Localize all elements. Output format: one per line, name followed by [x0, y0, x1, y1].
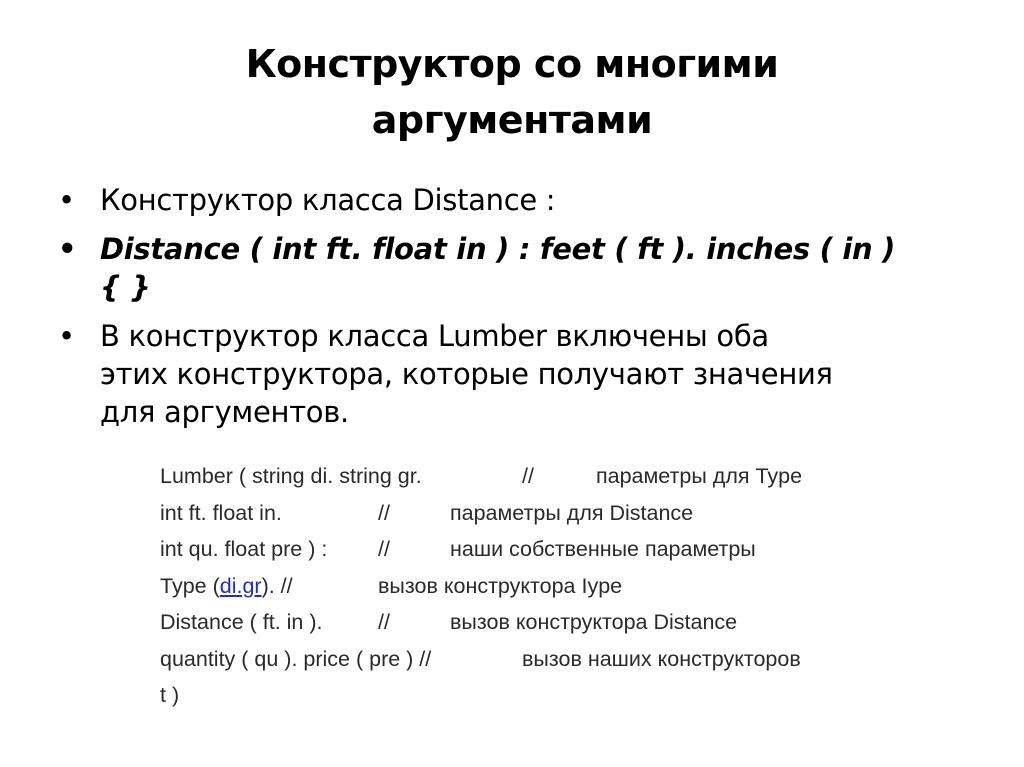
bullet-text: этих конструктора, которые получают значения	[100, 357, 833, 391]
code-text: int ft. float in.	[160, 500, 282, 525]
code-text: Lumber ( string di. string gr.	[160, 464, 422, 488]
code-row	[160, 574, 880, 611]
code-row	[160, 501, 880, 538]
code-comment-slashes: //	[522, 464, 534, 488]
code-text-prefix	[160, 574, 293, 599]
slide-title	[0, 36, 1024, 148]
slide-title-line-2: аргументами	[371, 98, 653, 142]
bullet-text: для аргументов.	[100, 395, 349, 429]
bullet-text: { }	[100, 270, 151, 304]
code-comment: вызов конструктора Iype	[378, 573, 623, 598]
code-row	[160, 683, 880, 720]
code-comment-slashes: //	[378, 500, 390, 525]
bullet-marker: •	[58, 183, 75, 217]
code-row	[160, 464, 880, 501]
code-text: Distance ( ft. in ).	[160, 610, 323, 634]
bullet-list	[58, 181, 978, 442]
code-listing	[160, 464, 880, 720]
bullet-marker: •	[58, 319, 75, 353]
code-row	[160, 537, 880, 574]
bullet-text: Distance ( int ft. float in ) : feet ( ft ). inches ( in )	[100, 232, 896, 266]
code-comment-slashes: //	[378, 537, 390, 561]
code-text: quantity ( qu ). price ( pre ) //	[160, 646, 432, 671]
code-row	[160, 647, 880, 684]
code-comment: наши собственные параметры	[450, 537, 756, 561]
bullet-text: В конструктор класса Lumber включены оба	[100, 319, 769, 353]
code-comment-slashes: //	[378, 610, 390, 634]
code-comment: параметры для Type	[596, 464, 803, 488]
bullet-item-distance-signature	[58, 230, 978, 306]
code-comment: вызов наших конструкторов	[522, 646, 801, 671]
code-text: int qu. float pre ) :	[160, 537, 328, 561]
code-text: t )	[160, 683, 180, 707]
bullet-text: Конструктор класса Distance :	[100, 183, 556, 217]
slide-title-line-1: Конструктор со многими	[245, 42, 779, 86]
code-text: ). //	[261, 573, 293, 598]
code-link[interactable]: di.gr	[219, 573, 262, 598]
code-comment: параметры для Distance	[450, 500, 694, 525]
code-row	[160, 610, 880, 647]
code-comment: вызов конструктора Distance	[450, 610, 738, 634]
bullet-item-lumber-constructor	[58, 317, 978, 431]
code-text: Type (	[160, 573, 220, 598]
bullet-marker: •	[58, 232, 77, 266]
bullet-item-distance-class	[58, 181, 978, 219]
